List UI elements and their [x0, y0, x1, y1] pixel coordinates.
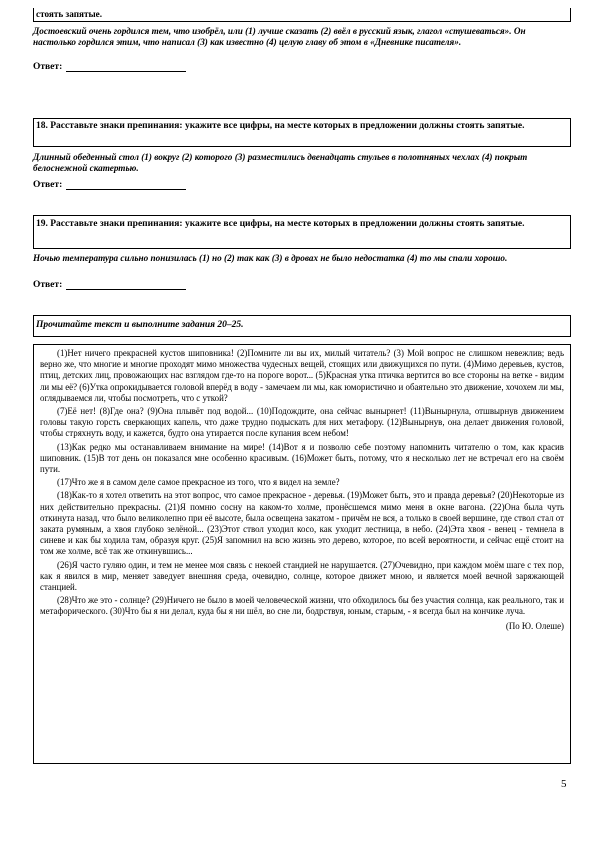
passage-paragraph: (18)Как-то я хотел ответить на этот вопрос, что самое прекрасное - деревья. (19)Может быть, это и правда деревья? (20)Некоторые из них действительно прекрасны. (21)Я помню сосну на каком-то холме, пронёсшемся мимо меня в окне вагона. (22)Она была чуть откинута назад, что было великолепно при её высоте, была освещена закатом - причём не вся, а только в своей вершине, где ствол стал от заката румяным, а хвоя глубоко зелёной... (23)Этот ствол уходил косо, как уходит лестница, в небо. (24)Эта хвоя - венец - темнела в синеве и как бы ходила там, образуя круг. (25)Я запомнил на всю жизнь это дерево, которое, по всей вероятности, и сейчас ещё стоит на том же холме, всё так же откинувшись... [40, 490, 564, 557]
answer-label: Ответ: [33, 280, 63, 290]
passage-paragraph: (17)Что же я в самом деле самое прекрасное из того, что я видел на земле? [57, 477, 340, 488]
page-number: 5 [561, 778, 567, 790]
answer-line[interactable] [66, 62, 186, 72]
task-18-instruction: 18. Расставьте знаки препинания: укажите все цифры, на месте которых в предложении должны стоять запятые. [36, 121, 525, 131]
task-18-sentence: Длинный обеденный стол (1) вокруг (2) которого (3) разместились двенадцать стульев в полотняных чехлах (4) покрыт белоснежной скатертью. [33, 152, 528, 173]
passage-paragraph: (13)Как редко мы останавливаем внимание на мире! (14)Вот я и позволю себе поэтому напомнить читателю о том, как красив шиповник. (15)В тот день он показался мне особенно красивым. (16)Может быть, потому, что я несколько лет не встречал его на своём пути. [40, 441, 564, 475]
task-19-sentence: Ночью температура сильно понизилась (1) но (2) так как (3) в дровах не было недостатка (4) то мы спали хорошо. [33, 253, 508, 263]
answer-label: Ответ: [33, 180, 63, 190]
task-19-instruction: 19. Расставьте знаки препинания: укажите все цифры, на месте которых в предложении должны стоять запятые. [36, 219, 525, 229]
task-17-answer [33, 62, 186, 72]
task-17-sentence: Достоевский очень гордился тем, что изобрёл, или (1) лучше сказать (2) ввёл в русский язык, глагол «стушеваться». Он настолько гордился этим, что написал (3) как известно (4) целую главу об этом в «Дневнике писателя». [33, 26, 526, 47]
answer-line[interactable] [66, 180, 186, 190]
passage-author: (По Ю. Олеше) [505, 620, 564, 631]
passage-paragraph: (26)Я часто гуляю один, и тем не менее моя связь с некоей стандией не нарушается. (27)Очевидно, при каждом моём шаге с тех пор, как я явился в мир, меняет заведует внешняя среда, очевидно, солнце, которое движет мною, и является моей вечной заряжающей станцией. [40, 559, 564, 593]
passage-paragraph: (1)Нет ничего прекрасней кустов шиповника! (2)Помните ли вы их, милый читатель? (3) Мой вопрос не слишком невежлив; ведь верно же, что многие и многие проходят мимо множества чудесных вещей, стоящих или движущихся по пути. (4)Мимо деревьев, кустов, птиц, детских лиц, провожающих нас взглядом где-то на пороге ворот... (5)Красная утка птичка вертится во все стороны на ветке - видим ли мы её? (6)Утка опрокидывается головой вперёд в воду - замечаем ли мы, как юмористично и обаятельно это движение, хочохем ли мы, оглядываемся ли, чтобы посмотреть, что с уткой? [40, 348, 564, 403]
task-18-answer [33, 180, 186, 190]
task-17-tail: стоять запятые. [36, 9, 103, 19]
passage-paragraph: (28)Что же это - солнце? (29)Ничего не было в моей человеческой жизни, что обходилось бы без участия солнца, как реального, так и метафорического. (30)Что бы я ни делал, куда бы я ни шёл, во сне ли, бодрствуя, юным, старым, - я всегда был на кончике луча. [40, 595, 564, 617]
reading-header: Прочитайте текст и выполните задания 20–25. [36, 320, 244, 330]
answer-label: Ответ: [33, 62, 63, 72]
task-19-answer [33, 280, 186, 290]
task-17-box [33, 8, 571, 22]
passage-paragraph: (7)Её нет! (8)Где она? (9)Она плывёт под водой... (10)Подождите, она сейчас вынырнет! (11)Вынырнула, отшвырнув движением головы такую горсть сверкающих капель, что даже трудно подыскать для них метафору. (12)Вынырнув, она делает движения головой, чтобы стряхнуть воду, и кажется, будто она утирается после купания всем небом! [40, 406, 564, 439]
reading-passage [33, 344, 571, 764]
answer-line[interactable] [66, 280, 186, 290]
